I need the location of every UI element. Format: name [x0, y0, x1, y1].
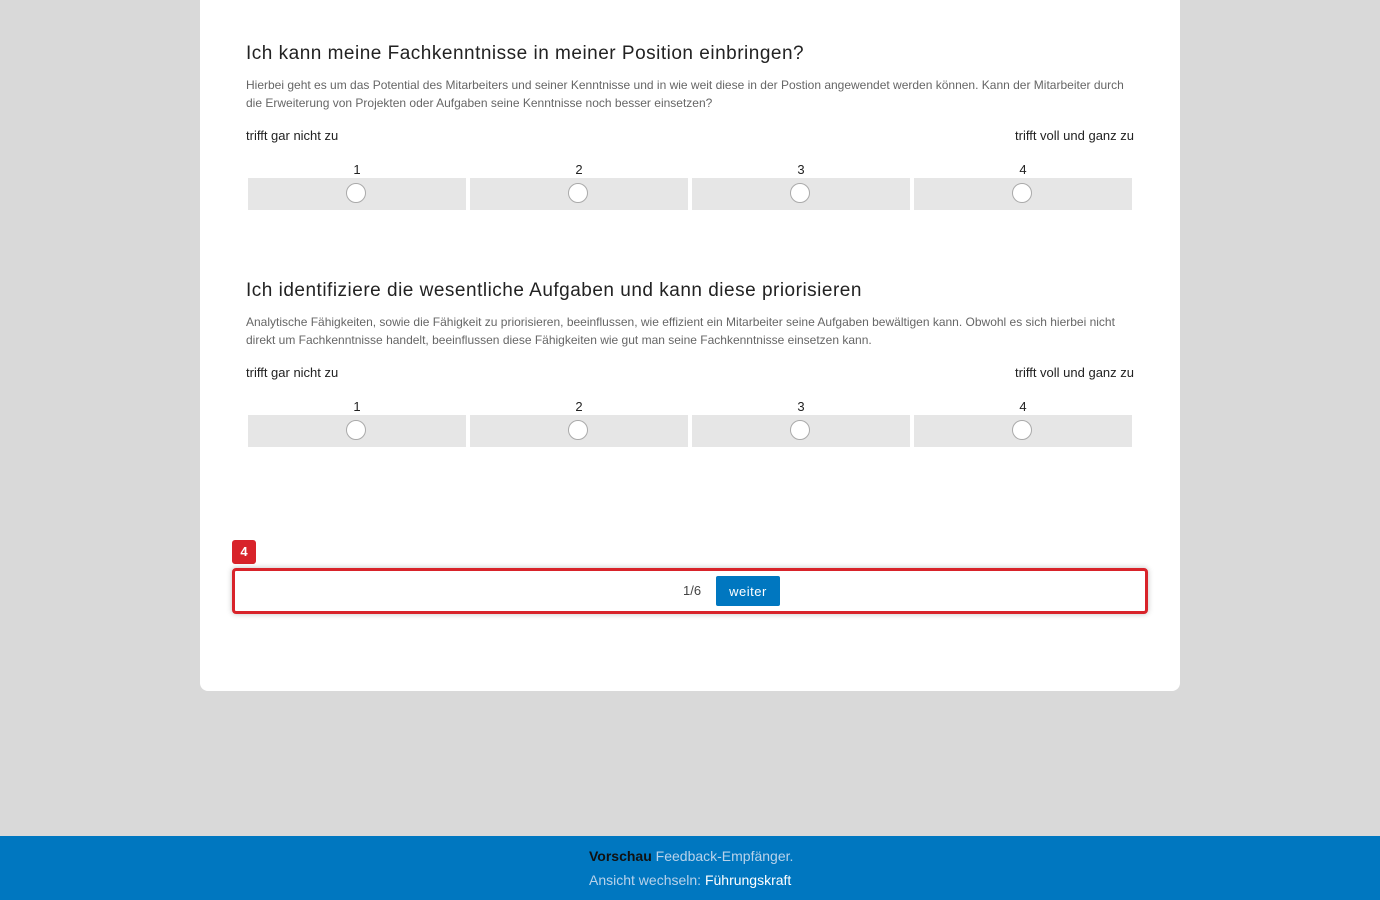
switch-view-line — [589, 872, 791, 888]
option-cell[interactable] — [914, 178, 1132, 210]
rating-option-4[interactable] — [914, 393, 1132, 451]
radio-button[interactable] — [568, 183, 588, 203]
radio-button[interactable] — [346, 420, 366, 440]
option-number: 4 — [1019, 399, 1027, 414]
option-cell[interactable] — [692, 415, 910, 447]
option-number: 1 — [353, 162, 361, 177]
question-title: Ich kann meine Fachkenntnisse in meiner Position einbringen? — [246, 43, 805, 64]
rating-option-2[interactable] — [470, 393, 688, 451]
rating-option-3[interactable] — [692, 156, 910, 214]
scale-high-label: trifft voll und ganz zu — [1015, 128, 1134, 143]
question-title: Ich identifiziere die wesentliche Aufgaben und kann diese priorisieren — [246, 280, 862, 301]
option-number: 3 — [797, 399, 805, 414]
rating-option-4[interactable] — [914, 156, 1132, 214]
radio-button[interactable] — [568, 420, 588, 440]
pagination-bar — [232, 568, 1148, 614]
rating-option-1[interactable] — [248, 156, 466, 214]
rating-option-1[interactable] — [248, 393, 466, 451]
question-2 — [246, 279, 1134, 453]
radio-button[interactable] — [1012, 420, 1032, 440]
option-cell[interactable] — [470, 415, 688, 447]
switch-view-link[interactable]: Führungskraft — [704, 872, 792, 888]
rating-scale — [246, 156, 1134, 216]
radio-button[interactable] — [346, 183, 366, 203]
scale-low-label: trifft gar nicht zu — [246, 128, 339, 143]
page-progress: 1/6 — [683, 583, 702, 598]
option-number: 4 — [1019, 162, 1027, 177]
option-cell[interactable] — [470, 178, 688, 210]
scale-labels — [246, 365, 1134, 383]
question-description: Hierbei geht es um das Potential des Mitarbeiters und seiner Kenntnisse und in wie weit diese in der Postion angewendet werden können. Kann der Mitarbeiter durch die Erweiterung von Projekten oder Aufgaben seine Kenntnisse noch besser einsetzen? — [246, 78, 1124, 110]
radio-button[interactable] — [790, 183, 810, 203]
question-1 — [246, 42, 1134, 216]
option-number: 1 — [353, 399, 361, 414]
scale-high-label: trifft voll und ganz zu — [1015, 365, 1134, 380]
option-number: 2 — [575, 162, 583, 177]
option-cell[interactable] — [248, 178, 466, 210]
scale-labels — [246, 128, 1134, 146]
option-number: 3 — [797, 162, 805, 177]
next-button[interactable]: weiter — [716, 576, 780, 606]
option-cell[interactable] — [248, 415, 466, 447]
rating-option-2[interactable] — [470, 156, 688, 214]
option-number: 2 — [575, 399, 583, 414]
preview-mode-line — [589, 848, 793, 864]
radio-button[interactable] — [790, 420, 810, 440]
preview-footer — [0, 836, 1380, 900]
question-description: Analytische Fähigkeiten, sowie die Fähigkeit zu priorisieren, beeinflussen, wie effizient ein Mitarbeiter seine Aufgaben bewältigen kann. Obwohl es sich hierbei nicht direkt um Fachkenntnisse handelt, beeinflussen diese Fähigkeiten wie gut man seine Fachkenntnisse einsetzen kann. — [246, 315, 1115, 347]
preview-mode-label: Vorschau — [589, 848, 652, 864]
switch-view-label: Ansicht wechseln: — [589, 872, 702, 888]
survey-card — [200, 0, 1180, 691]
preview-mode-value: Feedback-Empfänger. — [655, 848, 794, 864]
rating-scale — [246, 393, 1134, 453]
scale-low-label: trifft gar nicht zu — [246, 365, 339, 380]
annotation-badge: 4 — [232, 540, 256, 564]
option-cell[interactable] — [692, 178, 910, 210]
rating-option-3[interactable] — [692, 393, 910, 451]
option-cell[interactable] — [914, 415, 1132, 447]
radio-button[interactable] — [1012, 183, 1032, 203]
